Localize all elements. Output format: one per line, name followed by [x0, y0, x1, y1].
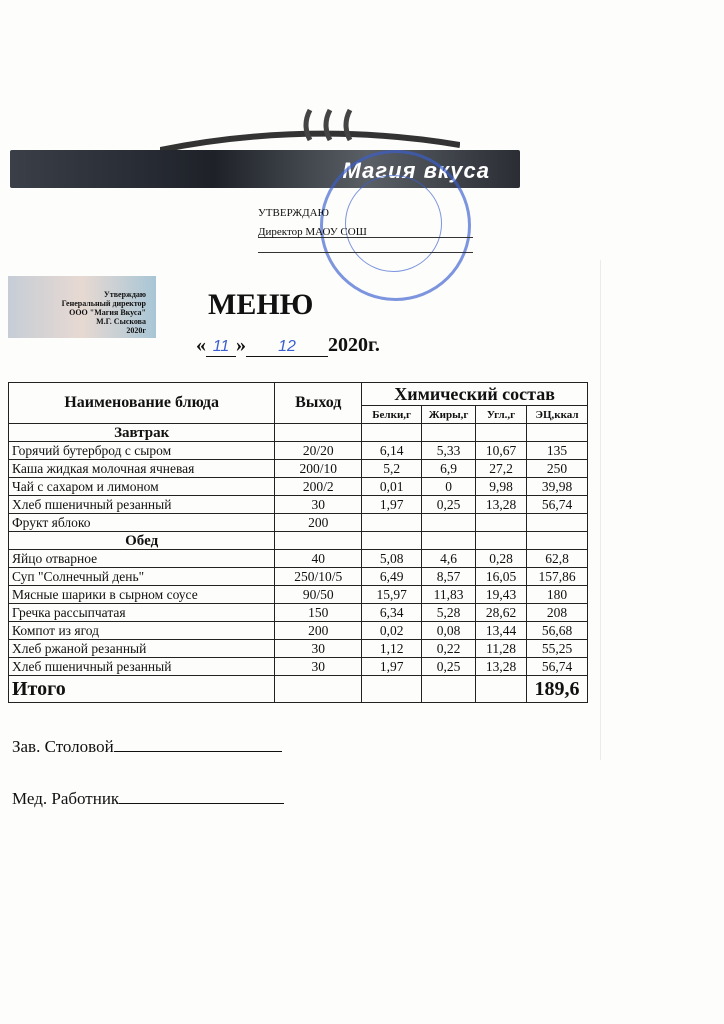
- empty-cell: [362, 532, 422, 550]
- approval-signature-line: [258, 238, 473, 253]
- fats-cell: 4,6: [422, 550, 476, 568]
- fats-cell: 0,22: [422, 640, 476, 658]
- bleed-through: [600, 260, 724, 760]
- dish-name-cell: Чай с сахаром и лимоном: [9, 478, 275, 496]
- empty-cell: [422, 676, 476, 703]
- stamp-line: Утверждаю: [103, 290, 146, 299]
- col-energy: ЭЦ,ккал: [527, 406, 588, 424]
- empty-cell: [527, 532, 588, 550]
- table-row: [9, 622, 588, 640]
- carbs-cell: 10,67: [476, 442, 527, 460]
- dish-name-cell: Гречка рассыпчатая: [9, 604, 275, 622]
- yield-cell: 30: [275, 640, 362, 658]
- empty-cell: [476, 676, 527, 703]
- table-row: [9, 442, 588, 460]
- carbs-cell: 13,28: [476, 658, 527, 676]
- proteins-cell: 6,14: [362, 442, 422, 460]
- total-energy: 189,6: [527, 676, 588, 703]
- stamp-line: ООО "Магия Вкуса": [69, 308, 146, 317]
- fats-cell: 5,33: [422, 442, 476, 460]
- empty-cell: [422, 532, 476, 550]
- date-day: 11: [206, 338, 236, 357]
- carbs-cell: 0,28: [476, 550, 527, 568]
- medic-signature-line: [119, 787, 284, 804]
- fats-cell: 0,25: [422, 658, 476, 676]
- dish-name-cell: Хлеб пшеничный резанный: [9, 496, 275, 514]
- yield-cell: 200/10: [275, 460, 362, 478]
- col-fats: Жиры,г: [422, 406, 476, 424]
- dish-name-cell: Хлеб пшеничный резанный: [9, 658, 275, 676]
- fats-cell: 0: [422, 478, 476, 496]
- proteins-cell: 1,12: [362, 640, 422, 658]
- table-row: [9, 586, 588, 604]
- table-row: [9, 640, 588, 658]
- yield-cell: 90/50: [275, 586, 362, 604]
- fats-cell: 11,83: [422, 586, 476, 604]
- dish-name-cell: Суп "Солнечный день": [9, 568, 275, 586]
- medic-signature: [12, 787, 284, 809]
- table-row: [9, 496, 588, 514]
- empty-cell: [275, 424, 362, 442]
- page-title: МЕНЮ: [208, 288, 314, 321]
- carbs-cell: 13,28: [476, 496, 527, 514]
- approval-title: УТВЕРЖДАЮ: [258, 207, 329, 219]
- carbs-cell: 9,98: [476, 478, 527, 496]
- proteins-cell: 15,97: [362, 586, 422, 604]
- energy-cell: 135: [527, 442, 588, 460]
- proteins-cell: 6,49: [362, 568, 422, 586]
- empty-cell: [362, 676, 422, 703]
- canteen-signature-line: [114, 735, 282, 752]
- empty-cell: [527, 424, 588, 442]
- dish-name-cell: Каша жидкая молочная ячневая: [9, 460, 275, 478]
- fats-cell: 0,25: [422, 496, 476, 514]
- table-row: [9, 658, 588, 676]
- stamp-line: М.Г. Сыскова: [96, 317, 146, 326]
- col-name: Наименование блюда: [9, 383, 275, 424]
- section-title: Обед: [9, 532, 275, 550]
- proteins-cell: 5,2: [362, 460, 422, 478]
- col-carbs: Угл.,г: [476, 406, 527, 424]
- col-proteins: Белки,г: [362, 406, 422, 424]
- table-row: [9, 478, 588, 496]
- carbs-cell: 27,2: [476, 460, 527, 478]
- dish-name-cell: Компот из ягод: [9, 622, 275, 640]
- yield-cell: 200/2: [275, 478, 362, 496]
- section-row: [9, 532, 588, 550]
- total-label: Итого: [9, 676, 275, 703]
- menu-table: [8, 382, 588, 703]
- logo-text: Магия вкуса: [342, 158, 490, 183]
- date-year: 2020г.: [328, 334, 380, 356]
- energy-cell: [527, 514, 588, 532]
- carbs-cell: 11,28: [476, 640, 527, 658]
- quote-close: »: [236, 334, 246, 356]
- energy-cell: 250: [527, 460, 588, 478]
- dish-name-cell: Яйцо отварное: [9, 550, 275, 568]
- section-row: [9, 424, 588, 442]
- yield-cell: 250/10/5: [275, 568, 362, 586]
- col-chem: Химический состав: [362, 383, 588, 406]
- fats-cell: 8,57: [422, 568, 476, 586]
- supplier-approval-stamp: [8, 276, 156, 338]
- table-row: [9, 514, 588, 532]
- stamp-line: 2020г: [126, 326, 146, 335]
- yield-cell: 200: [275, 514, 362, 532]
- energy-cell: 55,25: [527, 640, 588, 658]
- yield-cell: 20/20: [275, 442, 362, 460]
- dish-name-cell: Фрукт яблоко: [9, 514, 275, 532]
- energy-cell: 180: [527, 586, 588, 604]
- proteins-cell: 6,34: [362, 604, 422, 622]
- proteins-cell: 1,97: [362, 658, 422, 676]
- yield-cell: 150: [275, 604, 362, 622]
- canteen-label: Зав. Столовой: [12, 737, 114, 756]
- quote-open: «: [196, 334, 206, 356]
- yield-cell: 30: [275, 496, 362, 514]
- carbs-cell: [476, 514, 527, 532]
- empty-cell: [476, 532, 527, 550]
- carbs-cell: 28,62: [476, 604, 527, 622]
- carbs-cell: 19,43: [476, 586, 527, 604]
- carbs-cell: 13,44: [476, 622, 527, 640]
- proteins-cell: 5,08: [362, 550, 422, 568]
- total-row: [9, 676, 588, 703]
- date-month: 12: [246, 338, 328, 357]
- empty-cell: [476, 424, 527, 442]
- empty-cell: [275, 532, 362, 550]
- energy-cell: 39,98: [527, 478, 588, 496]
- yield-cell: 30: [275, 658, 362, 676]
- section-title: Завтрак: [9, 424, 275, 442]
- fats-cell: 0,08: [422, 622, 476, 640]
- empty-cell: [362, 424, 422, 442]
- empty-cell: [422, 424, 476, 442]
- medic-label: Мед. Работник: [12, 789, 120, 808]
- proteins-cell: [362, 514, 422, 532]
- energy-cell: 56,74: [527, 658, 588, 676]
- table-row: [9, 568, 588, 586]
- approval-block: [258, 204, 473, 253]
- canteen-signature: [12, 735, 282, 757]
- proteins-cell: 1,97: [362, 496, 422, 514]
- approval-position: Директор МАОУ СОШ: [258, 223, 473, 238]
- carbs-cell: 16,05: [476, 568, 527, 586]
- table-row: [9, 550, 588, 568]
- energy-cell: 56,74: [527, 496, 588, 514]
- dish-name-cell: Хлеб ржаной резанный: [9, 640, 275, 658]
- table-row: [9, 460, 588, 478]
- energy-cell: 56,68: [527, 622, 588, 640]
- fats-cell: 6,9: [422, 460, 476, 478]
- energy-cell: 208: [527, 604, 588, 622]
- empty-cell: [275, 676, 362, 703]
- dish-name-cell: Горячий бутерброд с сыром: [9, 442, 275, 460]
- energy-cell: 157,86: [527, 568, 588, 586]
- menu-date: [196, 334, 380, 357]
- table-row: [9, 604, 588, 622]
- fats-cell: [422, 514, 476, 532]
- col-yield: Выход: [275, 383, 362, 424]
- energy-cell: 62,8: [527, 550, 588, 568]
- yield-cell: 200: [275, 622, 362, 640]
- stamp-line: Генеральный директор: [61, 299, 146, 308]
- proteins-cell: 0,01: [362, 478, 422, 496]
- fats-cell: 5,28: [422, 604, 476, 622]
- yield-cell: 40: [275, 550, 362, 568]
- proteins-cell: 0,02: [362, 622, 422, 640]
- dish-name-cell: Мясные шарики в сырном соусе: [9, 586, 275, 604]
